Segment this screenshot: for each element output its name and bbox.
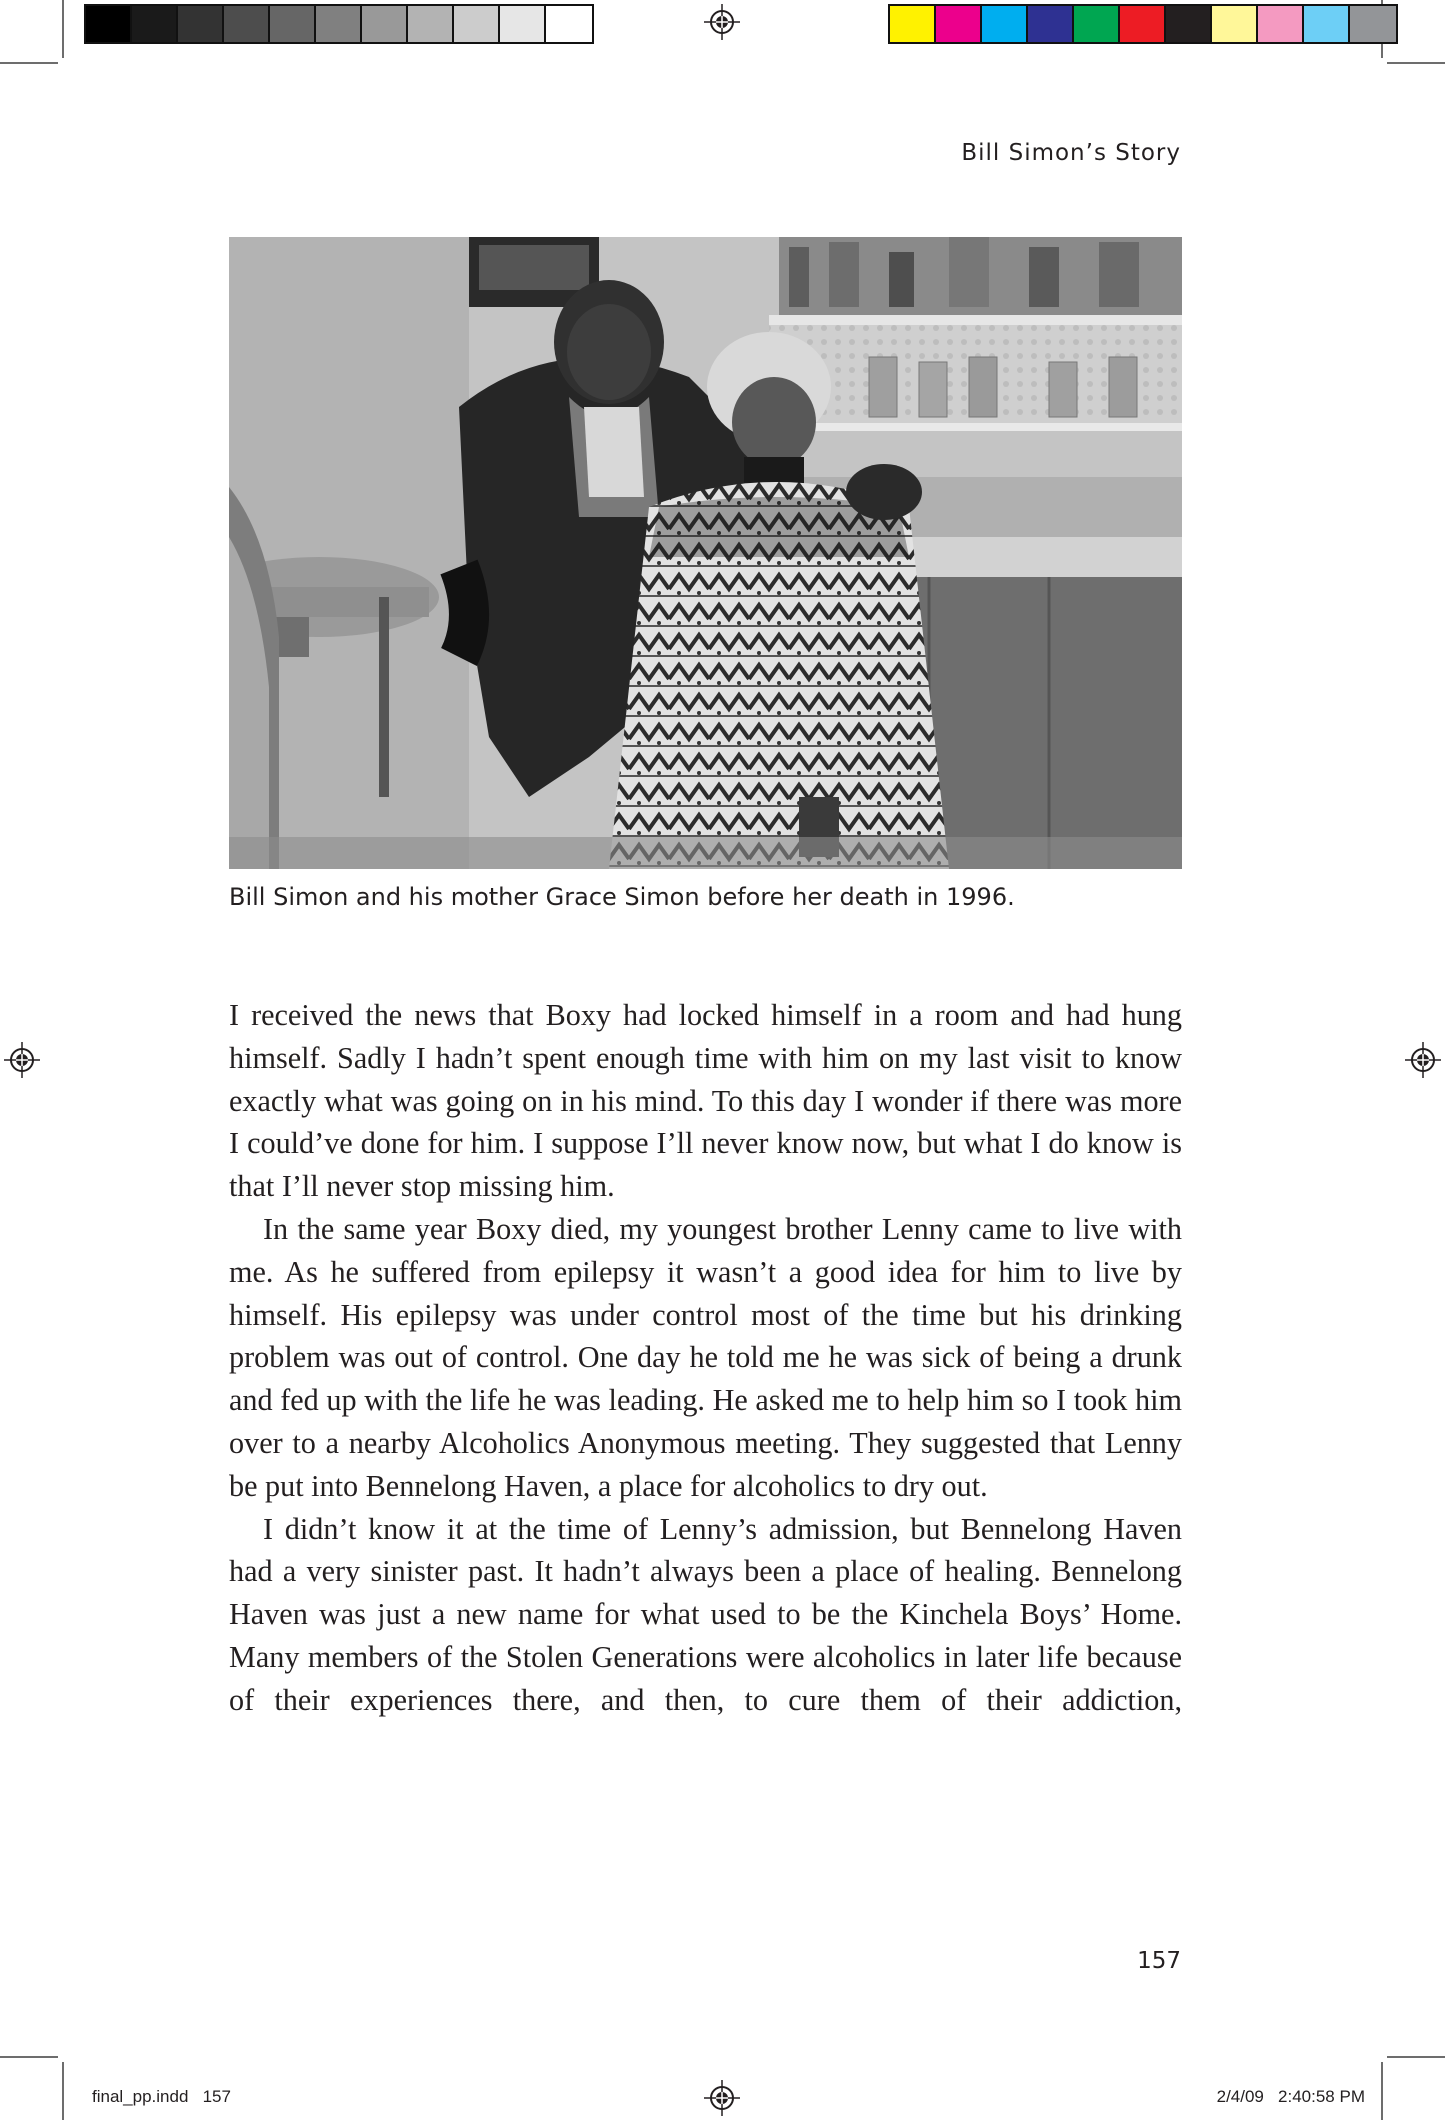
registration-mark-icon <box>704 4 740 40</box>
grayscale-swatch <box>500 6 546 42</box>
grayscale-swatch <box>316 6 362 42</box>
process-color-bar <box>888 4 1398 44</box>
body-text <box>229 994 1182 1722</box>
grayscale-swatch <box>178 6 224 42</box>
registration-mark-icon <box>1405 1042 1441 1078</box>
process-color-swatch <box>936 6 982 42</box>
page-number: 157 <box>1137 1948 1181 1974</box>
photograph-icon <box>229 237 1182 869</box>
registration-mark-icon <box>704 2080 740 2116</box>
running-head: Bill Simon’s Story <box>961 140 1181 166</box>
process-color-swatch <box>1350 6 1396 42</box>
paragraph: I didn’t know it at the time of Lenny’s admission, but Bennelong Haven had a very sinister past. It hadn’t always been a place of healing. Bennelong Haven was just a new name for what used to be the Kinchela Boys’ Home. Many members of the Stolen Generations were alcoholics in later life because of their experiences there, and then, to cure them of their addiction, <box>229 1511 1182 1717</box>
grayscale-swatch <box>224 6 270 42</box>
crop-mark-bottom-right-v <box>1381 2062 1383 2120</box>
grayscale-swatch <box>270 6 316 42</box>
crop-mark-top-left-v <box>62 0 64 58</box>
process-color-swatch <box>1212 6 1258 42</box>
photo-caption: Bill Simon and his mother Grace Simon before her death in 1996. <box>229 883 1015 911</box>
grayscale-swatch <box>86 6 132 42</box>
slug-filename: final_pp.indd 157 <box>92 2087 231 2106</box>
grayscale-color-bar <box>84 4 594 44</box>
crop-mark-top-left-h <box>0 62 58 64</box>
grayscale-swatch <box>546 6 592 42</box>
paragraph: In the same year Boxy died, my youngest brother Lenny came to live with me. As he suffered from epilepsy it wasn’t a good idea for him to live by himself. His epilepsy was under control most of the time but his drinking problem was out of control. One day he told me he was sick of being a drunk and fed up with the life he was leading. He asked me to help him so I took him over to a nearby Alcoholics Anonymous meeting. They suggested that Lenny be put into Bennelong Haven, a place for alcoholics to dry out. <box>229 1211 1182 1503</box>
paragraph: I received the news that Boxy had locked himself in a room and had hung himself. Sadly I hadn’t spent enough time with him on my last visit to know exactly what was going on in his mind. To this day I wonder if there was more I could’ve done for him. I suppose I’ll never know now, but what I do know is that I’ll never stop missing him. <box>229 998 1182 1204</box>
process-color-swatch <box>1120 6 1166 42</box>
crop-mark-bottom-left-v <box>62 2062 64 2120</box>
grayscale-swatch <box>362 6 408 42</box>
process-color-swatch <box>1258 6 1304 42</box>
grayscale-swatch <box>132 6 178 42</box>
crop-mark-top-right-h <box>1387 62 1445 64</box>
process-color-swatch <box>982 6 1028 42</box>
crop-mark-bottom-left-h <box>0 2056 58 2058</box>
registration-mark-icon <box>4 1042 40 1078</box>
slug-timestamp: 2/4/09 2:40:58 PM <box>1216 2087 1365 2106</box>
grayscale-swatch <box>454 6 500 42</box>
process-color-swatch <box>890 6 936 42</box>
photograph <box>229 237 1182 869</box>
process-color-swatch <box>1304 6 1350 42</box>
process-color-swatch <box>1166 6 1212 42</box>
process-color-swatch <box>1028 6 1074 42</box>
crop-mark-bottom-right-h <box>1387 2056 1445 2058</box>
grayscale-swatch <box>408 6 454 42</box>
process-color-swatch <box>1074 6 1120 42</box>
